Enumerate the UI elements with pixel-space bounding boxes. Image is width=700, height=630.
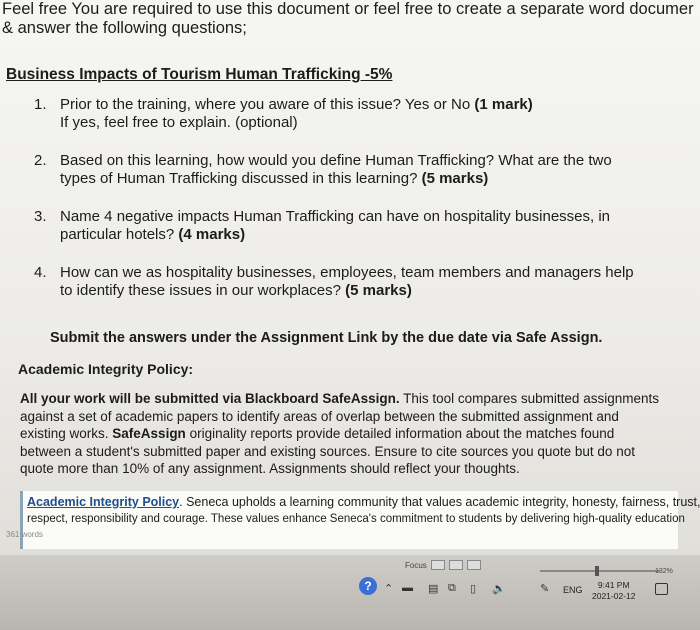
question-number: 1. — [34, 96, 47, 113]
policy-text: originality reports provide detailed information about the matches found — [185, 426, 615, 441]
clock[interactable] — [592, 580, 635, 602]
focus-mode[interactable] — [405, 560, 481, 570]
policy-paragraph — [20, 390, 680, 478]
question-line: If yes, feel free to explain. (optional) — [60, 114, 298, 131]
section-heading: Business Impacts of Tourism Human Trafficking -5% — [6, 66, 393, 83]
volume-icon[interactable]: 🔈 — [492, 583, 506, 595]
question-line: Prior to the training, where you aware of this issue? Yes or No — [60, 96, 475, 113]
policy-text: This tool compares submitted assignments — [399, 391, 659, 406]
intro-line-2: & answer the following questions; — [2, 19, 247, 37]
pen-icon[interactable]: ✎ — [540, 583, 550, 595]
policy-callout — [20, 491, 700, 549]
question-number: 4. — [34, 264, 47, 281]
intro-line-1: Feel free You are required to use this document or feel free to create a separate word documer — [2, 0, 694, 18]
battery-icon[interactable]: ▯ — [470, 583, 477, 595]
wifi-icon[interactable]: ⧉ — [448, 582, 456, 594]
policy-link[interactable]: Academic Integrity Policy — [27, 495, 180, 509]
question-line: to identify these issues in our workplaces? — [60, 282, 346, 299]
question-number: 3. — [34, 208, 47, 225]
policy-text: between a student's submitted paper and existing sources. Ensure to cite sources you quote but do not — [20, 443, 635, 459]
question-line: Based on this learning, how would you define Human Trafficking? What are the two — [60, 152, 612, 169]
policy-title: Academic Integrity Policy: — [18, 361, 194, 377]
question-mark: (5 marks) — [345, 282, 412, 299]
policy-text: against a set of academic papers to identify areas of overlap between the submitted assignment and — [20, 408, 619, 424]
question-2 — [34, 152, 612, 188]
notification-icon[interactable] — [655, 583, 668, 595]
chevron-up-icon[interactable]: ⌃ — [384, 583, 394, 595]
focus-label[interactable]: Focus — [405, 560, 427, 570]
word-count[interactable]: 361 words — [6, 530, 43, 539]
zoom-level[interactable]: 132% — [655, 568, 673, 575]
policy-bold-text: SafeAssign — [112, 426, 186, 441]
display-icon[interactable]: ▤ — [428, 583, 439, 595]
question-mark: (4 marks) — [178, 226, 246, 243]
submit-instruction: Submit the answers under the Assignment Link by the due date via Safe Assign. — [50, 330, 603, 346]
question-1 — [34, 96, 533, 132]
help-icon[interactable]: ? — [359, 577, 377, 595]
policy-text: quote more than 10% of any assignment. Assignments should reflect your thoughts. — [20, 461, 520, 476]
zoom-slider[interactable] — [540, 570, 660, 572]
policy-text: existing works. — [20, 426, 113, 441]
print-layout-button[interactable] — [449, 560, 463, 570]
policy-bold-text: All your work will be submitted via Blackboard SafeAssign. — [20, 391, 400, 406]
question-line: types of Human Trafficking discussed in this learning? — [60, 170, 422, 187]
zoom-slider-handle[interactable] — [595, 566, 599, 576]
web-layout-button[interactable] — [467, 560, 481, 570]
callout-text: . Seneca upholds a learning community that values academic integrity, honesty, fairness, trust, — [179, 495, 700, 509]
question-line: How can we as hospitality businesses, employees, team members and managers help — [60, 264, 634, 281]
question-line: Name 4 negative impacts Human Trafficking can have on hospitality businesses, in — [60, 208, 611, 225]
taskbar-app-icon[interactable]: ▬ — [402, 582, 413, 594]
callout-text: respect, responsibility and courage. These values enhance Seneca's commitment to students by delivering high-quality education — [27, 513, 685, 525]
intro-text — [2, 0, 700, 38]
read-mode-button[interactable] — [431, 560, 445, 570]
question-mark: (1 mark) — [474, 96, 533, 113]
question-mark: (5 marks) — [421, 170, 489, 187]
question-3 — [34, 208, 610, 244]
clock-date: 2021-02-12 — [592, 591, 636, 601]
question-line: particular hotels? — [60, 226, 179, 243]
question-number: 2. — [34, 152, 47, 169]
language-indicator[interactable]: ENG — [563, 585, 583, 595]
clock-time: 9:41 PM — [597, 580, 630, 590]
question-4 — [34, 264, 634, 300]
